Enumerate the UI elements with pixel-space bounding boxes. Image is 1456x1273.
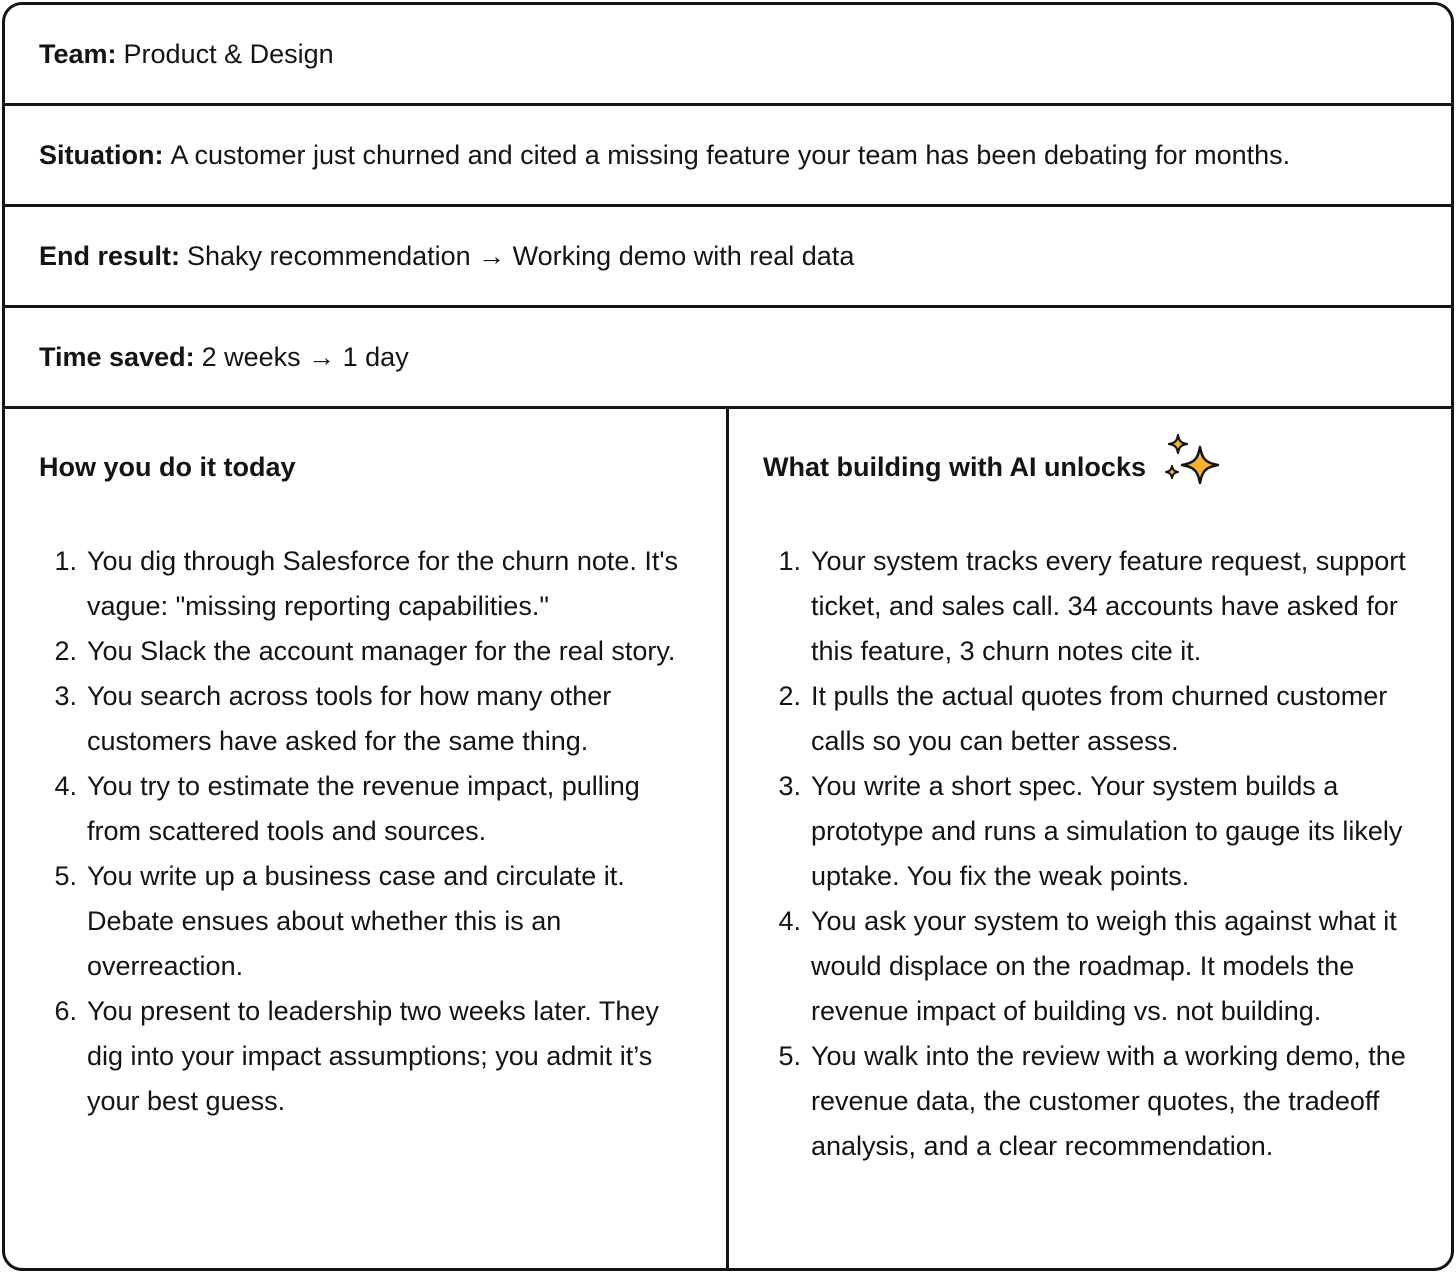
end-result-value: Shaky recommendation → Working demo with real data (187, 240, 855, 271)
list-item-number: 4. (778, 906, 801, 936)
end-result-label: End result: (39, 240, 181, 271)
list-item (763, 899, 1417, 1034)
time-saved-label: Time saved: (39, 341, 195, 372)
list-item-text: You walk into the review with a working demo, the revenue data, the customer quotes, the tradeoff analysis, and a clear recommendation. (811, 1041, 1406, 1161)
comparison-columns (5, 409, 1451, 1268)
today-title (39, 445, 692, 489)
list-item-number: 1. (54, 546, 77, 576)
team-label: Team: (39, 38, 117, 69)
comparison-card (2, 2, 1454, 1271)
ai-column (729, 409, 1451, 1268)
list-item (39, 539, 692, 629)
sparkles-icon (1160, 433, 1228, 495)
list-item-number: 5. (54, 861, 77, 891)
list-item-number: 5. (778, 1041, 801, 1071)
list-item-text: You dig through Salesforce for the churn note. It's vague: "missing reporting capabilities." (87, 546, 679, 621)
list-item-number: 4. (54, 771, 77, 801)
team-row (5, 5, 1451, 106)
list-item (39, 764, 692, 854)
list-item-text: You try to estimate the revenue impact, pulling from scattered tools and sources. (87, 771, 640, 846)
list-item (763, 539, 1417, 674)
list-item-number: 3. (778, 771, 801, 801)
list-item-number: 1. (778, 546, 801, 576)
list-item (39, 989, 692, 1124)
time-saved-value: 2 weeks → 1 day (201, 341, 409, 372)
list-item-text: You present to leadership two weeks later. They dig into your impact assumptions; you admit it’s your best guess. (87, 996, 659, 1116)
list-item-number: 3. (54, 681, 77, 711)
list-item-text: You ask your system to weigh this against what it would displace on the roadmap. It models the revenue impact of building vs. not building. (811, 906, 1397, 1026)
today-column (5, 409, 729, 1268)
ai-title-text: What building with AI unlocks (763, 451, 1146, 482)
today-title-text: How you do it today (39, 451, 296, 482)
ai-title (763, 445, 1417, 489)
time-saved-row (5, 308, 1451, 409)
list-item-text: Your system tracks every feature request, support ticket, and sales call. 34 accounts have asked for this feature, 3 churn notes cite it. (811, 546, 1406, 666)
list-item (763, 764, 1417, 899)
situation-row (5, 106, 1451, 207)
list-item-text: It pulls the actual quotes from churned customer calls so you can better assess. (811, 681, 1388, 756)
list-item-number: 2. (54, 636, 77, 666)
list-item-text: You write a short spec. Your system builds a prototype and runs a simulation to gauge its likely uptake. You fix the weak points. (811, 771, 1403, 891)
ai-steps-list (763, 539, 1417, 1169)
team-value: Product & Design (123, 38, 334, 69)
list-item (39, 854, 692, 989)
list-item (39, 674, 692, 764)
list-item-number: 6. (54, 996, 77, 1026)
today-steps-list (39, 539, 692, 1124)
list-item (763, 1034, 1417, 1169)
list-item-text: You write up a business case and circulate it. Debate ensues about whether this is an overreaction. (87, 861, 625, 981)
list-item-text: You Slack the account manager for the real story. (87, 636, 676, 666)
end-result-row (5, 207, 1451, 308)
situation-label: Situation: (39, 139, 164, 170)
list-item (39, 629, 692, 674)
list-item-text: You search across tools for how many other customers have asked for the same thing. (87, 681, 612, 756)
list-item (763, 674, 1417, 764)
list-item-number: 2. (778, 681, 801, 711)
situation-value: A customer just churned and cited a missing feature your team has been debating for months. (170, 139, 1291, 170)
